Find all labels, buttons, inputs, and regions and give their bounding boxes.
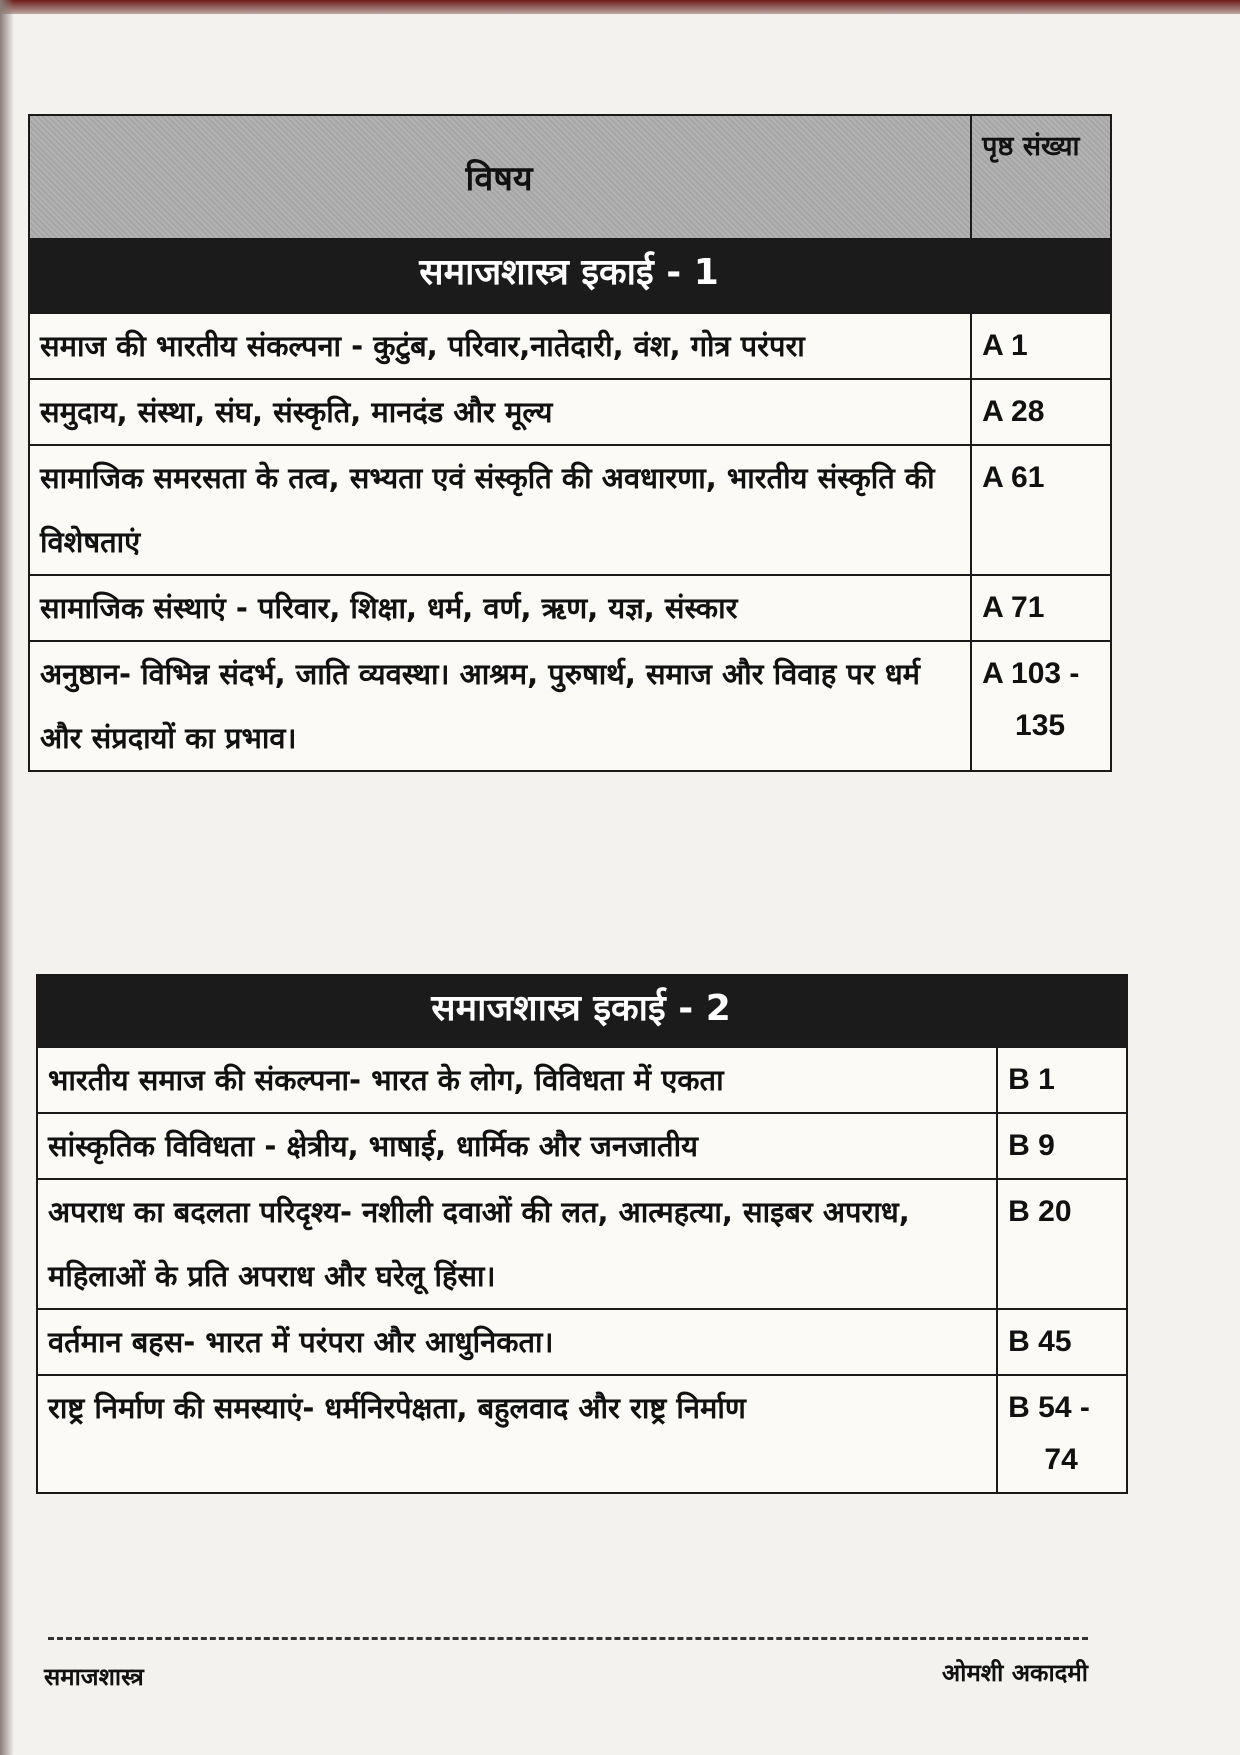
footer-divider <box>48 1637 1088 1640</box>
page-cell: B 20 <box>997 1179 1127 1309</box>
table-row <box>29 575 1111 641</box>
topic-cell: राष्ट्र निर्माण की समस्याएं- धर्मनिरपेक्षता, बहुलवाद और राष्ट्र निर्माण <box>37 1375 997 1493</box>
header-subject: विषय <box>29 115 971 239</box>
table-row <box>29 313 1111 379</box>
page-range-start: A 103 - <box>982 657 1080 690</box>
table-row <box>37 1047 1127 1113</box>
page-range-start: B 54 - <box>1008 1391 1090 1424</box>
toc-table-unit-1 <box>28 114 1112 772</box>
topic-cell: भारतीय समाज की संकल्पना- भारत के लोग, विविधता में एकता <box>37 1047 997 1113</box>
topic-cell: सामाजिक समरसता के तत्व, सभ्यता एवं संस्कृति की अवधारणा, भारतीय संस्कृति की विशेषताएं <box>29 445 971 575</box>
page-cell: A 28 <box>971 379 1111 445</box>
toc-header-row <box>29 115 1111 239</box>
page-cell <box>971 641 1111 771</box>
table-row <box>29 641 1111 771</box>
page-range-end: 135 <box>1015 709 1066 742</box>
toc-table-unit-2 <box>36 974 1128 1494</box>
table-row <box>37 1113 1127 1179</box>
unit-title: समाजशास्त्र इकाई - 2 <box>37 975 1127 1047</box>
page-cell: A 61 <box>971 445 1111 575</box>
page-range-end: 74 <box>1044 1443 1078 1476</box>
unit-title-row <box>37 975 1127 1047</box>
topic-cell: समाज की भारतीय संकल्पना - कुटुंब, परिवार,नातेदारी, वंश, गोत्र परंपरा <box>29 313 971 379</box>
table-row <box>37 1375 1127 1493</box>
topic-cell: सामाजिक संस्थाएं - परिवार, शिक्षा, धर्म, वर्ण, ऋण, यज्ञ, संस्कार <box>29 575 971 641</box>
table-row <box>29 379 1111 445</box>
unit-title: समाजशास्त्र इकाई - 1 <box>29 239 1111 313</box>
page-left-edge <box>0 0 14 1755</box>
footer-publisher: ओमशी अकादमी <box>941 1659 1088 1687</box>
table-row <box>37 1179 1127 1309</box>
page-cell: A 71 <box>971 575 1111 641</box>
footer-subject: समाजशास्त्र <box>44 1663 144 1691</box>
page-cell <box>997 1375 1127 1493</box>
topic-cell: अपराध का बदलता परिदृश्य- नशीली दवाओं की लत, आत्महत्या, साइबर अपराध, महिलाओं के प्रति अपराध और घरेलू हिंसा। <box>37 1179 997 1309</box>
topic-cell: अनुष्ठान- विभिन्न संदर्भ, जाति व्यवस्था। आश्रम, पुरुषार्थ, समाज और विवाह पर धर्म और संप्रदायों का प्रभाव। <box>29 641 971 771</box>
page-cell: B 1 <box>997 1047 1127 1113</box>
unit-title-row <box>29 239 1111 313</box>
table-row <box>29 445 1111 575</box>
table-row <box>37 1309 1127 1375</box>
topic-cell: वर्तमान बहस- भारत में परंपरा और आधुनिकता। <box>37 1309 997 1375</box>
topic-cell: सांस्कृतिक विविधता - क्षेत्रीय, भाषाई, धार्मिक और जनजातीय <box>37 1113 997 1179</box>
page-cell: B 45 <box>997 1309 1127 1375</box>
page-top-edge <box>0 0 1240 14</box>
header-page-number: पृष्ठ संख्या <box>971 115 1111 239</box>
page-cell: A 1 <box>971 313 1111 379</box>
topic-cell: समुदाय, संस्था, संघ, संस्कृति, मानदंड और मूल्य <box>29 379 971 445</box>
page-cell: B 9 <box>997 1113 1127 1179</box>
